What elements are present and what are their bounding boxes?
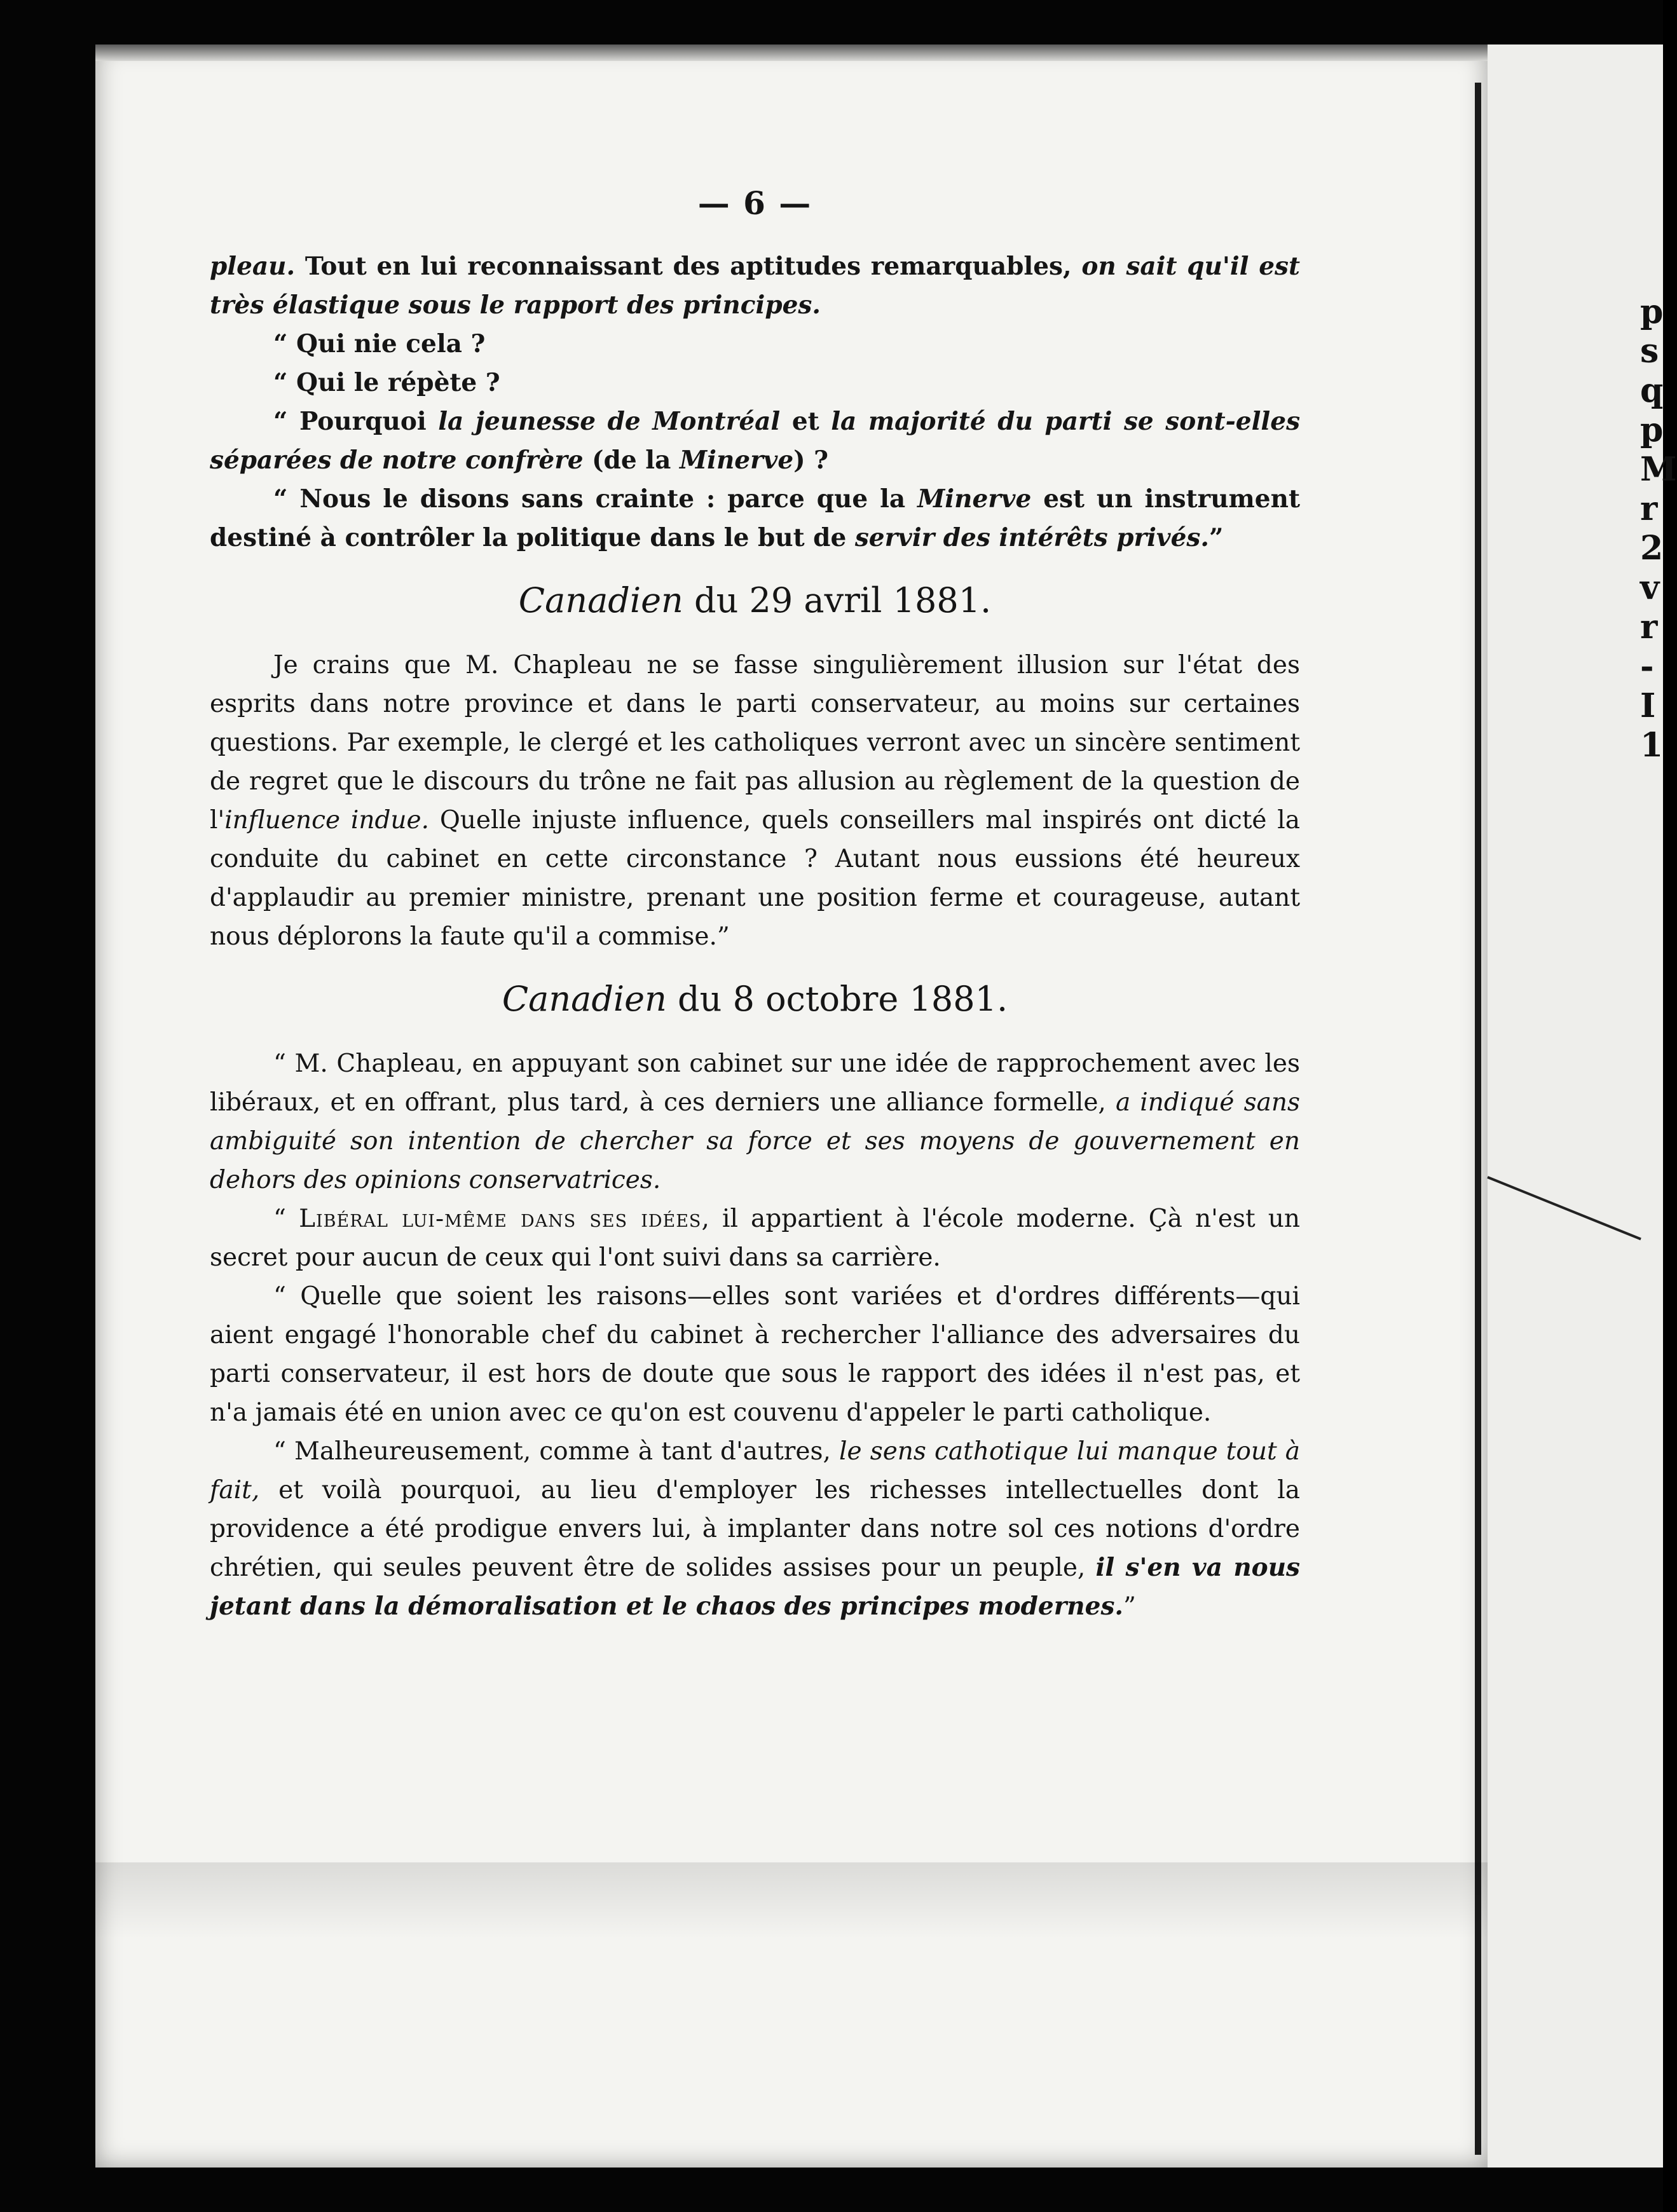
page-bottom-shade xyxy=(95,1862,1488,1939)
heading-date: du 8 octobre 1881. xyxy=(666,979,1008,1019)
section-heading xyxy=(210,580,1300,620)
margin-letter: p xyxy=(1640,411,1664,449)
heading-date: du 29 avril 1881. xyxy=(683,580,992,620)
text-run: Quelle injuste influence, quels conseillers mal inspirés ont dicté la conduite du cabinet en cette circonstance ? Autant nous eussions été heureux d'applaudir au premier ministre, prenant une position ferme et courageuse, autant nous déplorons la faute qu'il a commise.” xyxy=(210,806,1300,951)
text-run: a indiqué sans ambiguité son intention de chercher sa force et ses moyens de gouvernement en dehors des opinions conservatrices. xyxy=(210,1088,1300,1194)
text-run: ) ? xyxy=(793,446,829,475)
margin-letter: r xyxy=(1640,489,1658,528)
text-run: ” xyxy=(1123,1592,1136,1621)
text-run: ” xyxy=(1208,523,1224,552)
page-top-edge xyxy=(95,44,1488,61)
margin-letter: q xyxy=(1640,371,1664,410)
margin-letter: -I xyxy=(1640,647,1656,725)
margin-letter: 1 xyxy=(1640,726,1664,765)
quote-line: “ Qui nie cela ? xyxy=(273,329,486,358)
page-content xyxy=(210,184,1300,1626)
text-run: est un instrument destiné à contrôler la politique dans le but de xyxy=(210,484,1300,552)
text-run: et voilà pourquoi, au lieu d'employer les richesses intellectuelles dont la providence a été prodigue envers lui, à implanter dans notre sol ces notions d'ordre chrétien, qui seules peuvent être de solides assises pour un peuple, xyxy=(210,1476,1300,1582)
text-run: Tout en lui reconnaissant des aptitudes remarquables, xyxy=(295,252,1082,281)
text-run: “ xyxy=(273,1205,299,1233)
quote-line: “ Qui le répète ? xyxy=(273,368,500,397)
text-run: (de la xyxy=(583,446,680,475)
margin-letter: r xyxy=(1640,608,1658,646)
text-run: , il appartient à l'école moderne. Çà n'est un secret pour aucun de ceux qui l'ont suivi dans sa carrière. xyxy=(210,1205,1300,1272)
paragraph xyxy=(210,402,1300,480)
text-run: “ M. Chapleau, en appuyant son cabinet sur une idée de rapprochement avec les libéraux, et en offrant, plus tard, à ces derniers une alliance formelle, xyxy=(210,1049,1300,1117)
margin-letter: s xyxy=(1640,332,1659,371)
page-number: — 6 — xyxy=(697,184,812,222)
paragraph xyxy=(210,1199,1300,1277)
text-run: le sens cathotique lui manque tout à fait, xyxy=(210,1437,1300,1505)
text-run: Libéral lui-même dans ses idées xyxy=(299,1205,702,1233)
paragraph xyxy=(210,1432,1300,1626)
newspaper-name: Canadien xyxy=(518,580,683,620)
text-run: la majorité du parti se sont-elles séparées de notre confrère xyxy=(210,407,1301,475)
text-run: Minerve xyxy=(679,446,794,475)
margin-letter: p xyxy=(1640,292,1664,331)
text-run: “ Pourquoi xyxy=(273,407,439,436)
paragraph xyxy=(210,646,1300,956)
paragraph xyxy=(210,480,1300,557)
text-run: on sait qu'il est très élastique sous le rapport des principes. xyxy=(210,252,1300,320)
text-run: servir des intérêts privés. xyxy=(854,523,1209,552)
section-heading xyxy=(210,979,1300,1019)
text-run: influence indue. xyxy=(224,806,430,835)
margin-letter: M xyxy=(1640,450,1677,489)
book-gutter xyxy=(1475,83,1481,2155)
text-run: “ Nous le disons sans crainte : parce que la xyxy=(273,484,918,514)
text-run: il s'en va nous jetant dans la démoralisation et le chaos des principes modernes. xyxy=(210,1553,1301,1621)
paragraph: “ Quelle que soient les raisons—elles sont variées et d'ordres différents—qui aient engagé l'honorable chef du cabinet à rechercher l'alliance des adversaires du parti conservateur, il est hors de doute que sous le rapport des idées il n'est pas, et n'a jamais été en union avec ce qu'on est couvenu d'appeler le parti catholique. xyxy=(210,1282,1300,1427)
paragraph xyxy=(210,247,1300,325)
adjacent-page-letters xyxy=(1640,292,1677,765)
adjacent-page-fragment xyxy=(1488,44,1677,2168)
text-run: Minerve xyxy=(917,484,1032,514)
newspaper-name: Canadien xyxy=(502,979,667,1019)
paragraph xyxy=(210,1044,1300,1199)
margin-letter: v xyxy=(1640,568,1660,607)
text-run: Je crains que M. Chapleau ne se fasse singulièrement illusion sur l'état des esprits dans notre province et dans le parti conservateur, au moins sur certaines questions. Par exemple, le clergé et les catholiques verront avec un sincère sentiment de regret que le discours du trône ne fait pas allusion au règlement de la question de l' xyxy=(210,651,1300,835)
text-run: pleau. xyxy=(210,252,296,281)
text-run: “ Malheureusement, comme à tant d'autres, xyxy=(273,1437,840,1466)
text-run: la jeunesse de Montréal xyxy=(438,407,781,436)
margin-letter: 2 xyxy=(1640,529,1664,568)
text-run: et xyxy=(780,407,832,436)
